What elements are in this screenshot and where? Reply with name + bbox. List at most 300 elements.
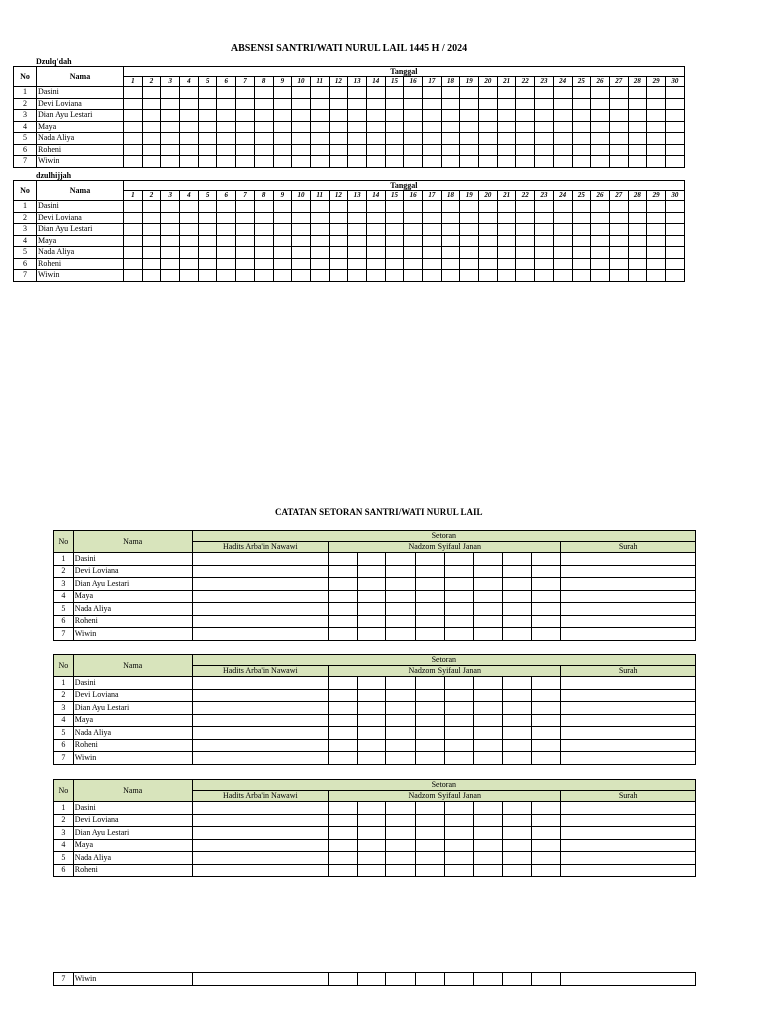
attendance-cell[interactable] [423, 201, 442, 213]
attendance-cell[interactable] [553, 87, 572, 99]
attendance-cell[interactable] [516, 156, 535, 168]
surah-cell[interactable] [561, 603, 696, 616]
attendance-cell[interactable] [217, 156, 236, 168]
attendance-cell[interactable] [198, 201, 217, 213]
nadzom-cell[interactable] [532, 603, 561, 616]
attendance-cell[interactable] [310, 156, 329, 168]
attendance-cell[interactable] [161, 98, 180, 110]
attendance-cell[interactable] [535, 98, 554, 110]
attendance-cell[interactable] [124, 98, 143, 110]
nadzom-cell[interactable] [358, 814, 386, 827]
nadzom-cell[interactable] [473, 814, 502, 827]
attendance-cell[interactable] [329, 270, 348, 282]
attendance-cell[interactable] [273, 87, 292, 99]
attendance-cell[interactable] [497, 270, 516, 282]
nadzom-cell[interactable] [532, 973, 561, 986]
nadzom-cell[interactable] [358, 628, 386, 641]
attendance-cell[interactable] [497, 144, 516, 156]
attendance-cell[interactable] [273, 110, 292, 122]
attendance-cell[interactable] [161, 201, 180, 213]
hadits-cell[interactable] [192, 689, 329, 702]
attendance-cell[interactable] [198, 270, 217, 282]
attendance-cell[interactable] [180, 235, 199, 247]
attendance-cell[interactable] [198, 144, 217, 156]
nadzom-cell[interactable] [415, 677, 444, 690]
attendance-cell[interactable] [441, 121, 460, 133]
attendance-cell[interactable] [142, 201, 161, 213]
nadzom-cell[interactable] [415, 802, 444, 815]
attendance-cell[interactable] [460, 247, 479, 259]
nadzom-cell[interactable] [532, 615, 561, 628]
attendance-cell[interactable] [385, 98, 404, 110]
nadzom-cell[interactable] [473, 852, 502, 865]
nadzom-cell[interactable] [386, 827, 415, 840]
nadzom-cell[interactable] [444, 628, 473, 641]
nadzom-cell[interactable] [329, 973, 358, 986]
nadzom-cell[interactable] [503, 827, 532, 840]
attendance-cell[interactable] [124, 144, 143, 156]
attendance-cell[interactable] [404, 201, 423, 213]
attendance-cell[interactable] [292, 121, 311, 133]
attendance-cell[interactable] [329, 235, 348, 247]
attendance-cell[interactable] [142, 133, 161, 145]
nadzom-cell[interactable] [503, 603, 532, 616]
nadzom-cell[interactable] [473, 739, 502, 752]
attendance-cell[interactable] [366, 121, 385, 133]
nadzom-cell[interactable] [329, 702, 358, 715]
attendance-cell[interactable] [385, 212, 404, 224]
attendance-cell[interactable] [665, 224, 684, 236]
attendance-cell[interactable] [591, 270, 610, 282]
attendance-cell[interactable] [254, 98, 273, 110]
attendance-cell[interactable] [665, 212, 684, 224]
attendance-cell[interactable] [385, 110, 404, 122]
attendance-cell[interactable] [292, 201, 311, 213]
attendance-cell[interactable] [423, 247, 442, 259]
attendance-cell[interactable] [479, 133, 498, 145]
attendance-cell[interactable] [572, 144, 591, 156]
attendance-cell[interactable] [497, 110, 516, 122]
attendance-cell[interactable] [273, 201, 292, 213]
attendance-cell[interactable] [180, 87, 199, 99]
nadzom-cell[interactable] [386, 689, 415, 702]
attendance-cell[interactable] [161, 144, 180, 156]
nadzom-cell[interactable] [473, 677, 502, 690]
nadzom-cell[interactable] [473, 802, 502, 815]
attendance-cell[interactable] [404, 98, 423, 110]
nadzom-cell[interactable] [358, 852, 386, 865]
attendance-cell[interactable] [647, 270, 666, 282]
attendance-cell[interactable] [516, 258, 535, 270]
attendance-cell[interactable] [404, 247, 423, 259]
attendance-cell[interactable] [441, 258, 460, 270]
hadits-cell[interactable] [192, 702, 329, 715]
attendance-cell[interactable] [198, 98, 217, 110]
attendance-cell[interactable] [647, 121, 666, 133]
attendance-cell[interactable] [310, 247, 329, 259]
nadzom-cell[interactable] [415, 839, 444, 852]
nadzom-cell[interactable] [473, 553, 502, 566]
attendance-cell[interactable] [516, 270, 535, 282]
nadzom-cell[interactable] [329, 689, 358, 702]
attendance-cell[interactable] [124, 133, 143, 145]
attendance-cell[interactable] [628, 235, 647, 247]
attendance-cell[interactable] [273, 247, 292, 259]
attendance-cell[interactable] [385, 144, 404, 156]
attendance-cell[interactable] [310, 98, 329, 110]
nadzom-cell[interactable] [329, 590, 358, 603]
nadzom-cell[interactable] [473, 714, 502, 727]
surah-cell[interactable] [561, 839, 696, 852]
nadzom-cell[interactable] [503, 802, 532, 815]
nadzom-cell[interactable] [444, 802, 473, 815]
attendance-cell[interactable] [142, 247, 161, 259]
attendance-cell[interactable] [217, 235, 236, 247]
nadzom-cell[interactable] [444, 864, 473, 877]
nadzom-cell[interactable] [444, 615, 473, 628]
attendance-cell[interactable] [217, 224, 236, 236]
attendance-cell[interactable] [535, 212, 554, 224]
attendance-cell[interactable] [553, 133, 572, 145]
attendance-cell[interactable] [553, 156, 572, 168]
nadzom-cell[interactable] [358, 727, 386, 740]
nadzom-cell[interactable] [415, 752, 444, 765]
attendance-cell[interactable] [423, 224, 442, 236]
attendance-cell[interactable] [198, 133, 217, 145]
nadzom-cell[interactable] [415, 864, 444, 877]
surah-cell[interactable] [561, 590, 696, 603]
attendance-cell[interactable] [553, 212, 572, 224]
surah-cell[interactable] [561, 864, 696, 877]
attendance-cell[interactable] [254, 224, 273, 236]
nadzom-cell[interactable] [503, 814, 532, 827]
nadzom-cell[interactable] [473, 628, 502, 641]
attendance-cell[interactable] [665, 258, 684, 270]
nadzom-cell[interactable] [473, 578, 502, 591]
hadits-cell[interactable] [192, 578, 329, 591]
attendance-cell[interactable] [441, 87, 460, 99]
attendance-cell[interactable] [572, 98, 591, 110]
attendance-cell[interactable] [535, 258, 554, 270]
attendance-cell[interactable] [348, 224, 367, 236]
attendance-cell[interactable] [572, 121, 591, 133]
attendance-cell[interactable] [423, 87, 442, 99]
nadzom-cell[interactable] [444, 739, 473, 752]
attendance-cell[interactable] [665, 201, 684, 213]
attendance-cell[interactable] [516, 201, 535, 213]
attendance-cell[interactable] [460, 156, 479, 168]
attendance-cell[interactable] [366, 144, 385, 156]
attendance-cell[interactable] [254, 270, 273, 282]
nadzom-cell[interactable] [532, 752, 561, 765]
attendance-cell[interactable] [516, 110, 535, 122]
attendance-cell[interactable] [441, 212, 460, 224]
attendance-cell[interactable] [236, 121, 255, 133]
hadits-cell[interactable] [192, 739, 329, 752]
hadits-cell[interactable] [192, 677, 329, 690]
attendance-cell[interactable] [292, 212, 311, 224]
nadzom-cell[interactable] [358, 603, 386, 616]
nadzom-cell[interactable] [329, 814, 358, 827]
nadzom-cell[interactable] [358, 578, 386, 591]
attendance-cell[interactable] [198, 87, 217, 99]
attendance-cell[interactable] [180, 110, 199, 122]
attendance-cell[interactable] [236, 156, 255, 168]
attendance-cell[interactable] [609, 270, 628, 282]
attendance-cell[interactable] [609, 247, 628, 259]
nadzom-cell[interactable] [473, 603, 502, 616]
nadzom-cell[interactable] [503, 565, 532, 578]
nadzom-cell[interactable] [386, 864, 415, 877]
nadzom-cell[interactable] [386, 973, 415, 986]
nadzom-cell[interactable] [329, 714, 358, 727]
attendance-cell[interactable] [479, 212, 498, 224]
attendance-cell[interactable] [142, 110, 161, 122]
nadzom-cell[interactable] [358, 827, 386, 840]
attendance-cell[interactable] [273, 224, 292, 236]
attendance-cell[interactable] [385, 247, 404, 259]
attendance-cell[interactable] [124, 201, 143, 213]
nadzom-cell[interactable] [329, 628, 358, 641]
attendance-cell[interactable] [310, 212, 329, 224]
attendance-cell[interactable] [292, 156, 311, 168]
attendance-cell[interactable] [404, 270, 423, 282]
attendance-cell[interactable] [348, 212, 367, 224]
nadzom-cell[interactable] [532, 839, 561, 852]
attendance-cell[interactable] [292, 235, 311, 247]
hadits-cell[interactable] [192, 603, 329, 616]
nadzom-cell[interactable] [358, 802, 386, 815]
nadzom-cell[interactable] [473, 702, 502, 715]
attendance-cell[interactable] [628, 98, 647, 110]
attendance-cell[interactable] [329, 247, 348, 259]
nadzom-cell[interactable] [532, 590, 561, 603]
attendance-cell[interactable] [591, 212, 610, 224]
nadzom-cell[interactable] [415, 827, 444, 840]
attendance-cell[interactable] [198, 224, 217, 236]
attendance-cell[interactable] [124, 110, 143, 122]
attendance-cell[interactable] [292, 270, 311, 282]
attendance-cell[interactable] [479, 247, 498, 259]
nadzom-cell[interactable] [358, 689, 386, 702]
attendance-cell[interactable] [553, 270, 572, 282]
attendance-cell[interactable] [647, 247, 666, 259]
attendance-cell[interactable] [535, 247, 554, 259]
attendance-cell[interactable] [385, 201, 404, 213]
attendance-cell[interactable] [647, 110, 666, 122]
attendance-cell[interactable] [348, 98, 367, 110]
attendance-cell[interactable] [647, 144, 666, 156]
attendance-cell[interactable] [609, 201, 628, 213]
nadzom-cell[interactable] [503, 689, 532, 702]
attendance-cell[interactable] [348, 133, 367, 145]
attendance-cell[interactable] [423, 235, 442, 247]
attendance-cell[interactable] [217, 133, 236, 145]
attendance-cell[interactable] [647, 87, 666, 99]
attendance-cell[interactable] [460, 258, 479, 270]
attendance-cell[interactable] [628, 87, 647, 99]
nadzom-cell[interactable] [415, 565, 444, 578]
attendance-cell[interactable] [460, 121, 479, 133]
attendance-cell[interactable] [535, 156, 554, 168]
nadzom-cell[interactable] [503, 578, 532, 591]
attendance-cell[interactable] [273, 270, 292, 282]
attendance-cell[interactable] [292, 87, 311, 99]
attendance-cell[interactable] [609, 98, 628, 110]
attendance-cell[interactable] [460, 235, 479, 247]
attendance-cell[interactable] [348, 258, 367, 270]
attendance-cell[interactable] [516, 87, 535, 99]
nadzom-cell[interactable] [386, 603, 415, 616]
attendance-cell[interactable] [348, 87, 367, 99]
nadzom-cell[interactable] [444, 689, 473, 702]
nadzom-cell[interactable] [329, 565, 358, 578]
nadzom-cell[interactable] [473, 689, 502, 702]
attendance-cell[interactable] [535, 110, 554, 122]
attendance-cell[interactable] [198, 156, 217, 168]
attendance-cell[interactable] [161, 133, 180, 145]
hadits-cell[interactable] [192, 565, 329, 578]
attendance-cell[interactable] [497, 133, 516, 145]
attendance-cell[interactable] [553, 98, 572, 110]
attendance-cell[interactable] [404, 133, 423, 145]
nadzom-cell[interactable] [473, 827, 502, 840]
attendance-cell[interactable] [591, 87, 610, 99]
attendance-cell[interactable] [479, 235, 498, 247]
hadits-cell[interactable] [192, 590, 329, 603]
attendance-cell[interactable] [273, 156, 292, 168]
attendance-cell[interactable] [423, 133, 442, 145]
attendance-cell[interactable] [572, 110, 591, 122]
attendance-cell[interactable] [609, 212, 628, 224]
surah-cell[interactable] [561, 677, 696, 690]
nadzom-cell[interactable] [532, 814, 561, 827]
attendance-cell[interactable] [366, 98, 385, 110]
attendance-cell[interactable] [180, 156, 199, 168]
attendance-cell[interactable] [497, 201, 516, 213]
nadzom-cell[interactable] [358, 553, 386, 566]
nadzom-cell[interactable] [444, 677, 473, 690]
nadzom-cell[interactable] [532, 553, 561, 566]
attendance-cell[interactable] [217, 247, 236, 259]
surah-cell[interactable] [561, 727, 696, 740]
nadzom-cell[interactable] [329, 802, 358, 815]
nadzom-cell[interactable] [329, 727, 358, 740]
nadzom-cell[interactable] [444, 714, 473, 727]
attendance-cell[interactable] [497, 247, 516, 259]
attendance-cell[interactable] [180, 121, 199, 133]
attendance-cell[interactable] [385, 224, 404, 236]
surah-cell[interactable] [561, 827, 696, 840]
attendance-cell[interactable] [366, 224, 385, 236]
attendance-cell[interactable] [665, 98, 684, 110]
hadits-cell[interactable] [192, 864, 329, 877]
attendance-cell[interactable] [516, 212, 535, 224]
attendance-cell[interactable] [161, 235, 180, 247]
attendance-cell[interactable] [591, 121, 610, 133]
attendance-cell[interactable] [310, 224, 329, 236]
hadits-cell[interactable] [192, 827, 329, 840]
nadzom-cell[interactable] [415, 852, 444, 865]
attendance-cell[interactable] [385, 235, 404, 247]
attendance-cell[interactable] [142, 156, 161, 168]
nadzom-cell[interactable] [444, 973, 473, 986]
attendance-cell[interactable] [254, 247, 273, 259]
attendance-cell[interactable] [198, 258, 217, 270]
nadzom-cell[interactable] [532, 702, 561, 715]
attendance-cell[interactable] [572, 258, 591, 270]
nadzom-cell[interactable] [503, 553, 532, 566]
attendance-cell[interactable] [441, 201, 460, 213]
attendance-cell[interactable] [404, 144, 423, 156]
attendance-cell[interactable] [310, 270, 329, 282]
attendance-cell[interactable] [404, 224, 423, 236]
nadzom-cell[interactable] [473, 752, 502, 765]
nadzom-cell[interactable] [415, 814, 444, 827]
attendance-cell[interactable] [236, 224, 255, 236]
attendance-cell[interactable] [628, 201, 647, 213]
attendance-cell[interactable] [236, 212, 255, 224]
attendance-cell[interactable] [366, 212, 385, 224]
nadzom-cell[interactable] [329, 852, 358, 865]
attendance-cell[interactable] [665, 156, 684, 168]
hadits-cell[interactable] [192, 752, 329, 765]
attendance-cell[interactable] [273, 235, 292, 247]
surah-cell[interactable] [561, 852, 696, 865]
attendance-cell[interactable] [628, 258, 647, 270]
attendance-cell[interactable] [441, 270, 460, 282]
attendance-cell[interactable] [254, 110, 273, 122]
nadzom-cell[interactable] [503, 852, 532, 865]
attendance-cell[interactable] [273, 121, 292, 133]
attendance-cell[interactable] [628, 156, 647, 168]
attendance-cell[interactable] [254, 87, 273, 99]
attendance-cell[interactable] [591, 247, 610, 259]
attendance-cell[interactable] [516, 144, 535, 156]
nadzom-cell[interactable] [415, 553, 444, 566]
nadzom-cell[interactable] [532, 714, 561, 727]
nadzom-cell[interactable] [444, 852, 473, 865]
attendance-cell[interactable] [236, 110, 255, 122]
attendance-cell[interactable] [628, 270, 647, 282]
nadzom-cell[interactable] [329, 553, 358, 566]
attendance-cell[interactable] [254, 121, 273, 133]
nadzom-cell[interactable] [444, 727, 473, 740]
attendance-cell[interactable] [516, 247, 535, 259]
attendance-cell[interactable] [329, 133, 348, 145]
attendance-cell[interactable] [366, 133, 385, 145]
attendance-cell[interactable] [217, 212, 236, 224]
attendance-cell[interactable] [497, 98, 516, 110]
attendance-cell[interactable] [404, 87, 423, 99]
nadzom-cell[interactable] [358, 565, 386, 578]
nadzom-cell[interactable] [532, 739, 561, 752]
nadzom-cell[interactable] [503, 702, 532, 715]
surah-cell[interactable] [561, 553, 696, 566]
surah-cell[interactable] [561, 628, 696, 641]
attendance-cell[interactable] [572, 235, 591, 247]
attendance-cell[interactable] [329, 258, 348, 270]
attendance-cell[interactable] [572, 247, 591, 259]
nadzom-cell[interactable] [386, 565, 415, 578]
nadzom-cell[interactable] [444, 839, 473, 852]
attendance-cell[interactable] [366, 270, 385, 282]
attendance-cell[interactable] [236, 201, 255, 213]
attendance-cell[interactable] [198, 121, 217, 133]
attendance-cell[interactable] [591, 235, 610, 247]
attendance-cell[interactable] [553, 121, 572, 133]
surah-cell[interactable] [561, 714, 696, 727]
